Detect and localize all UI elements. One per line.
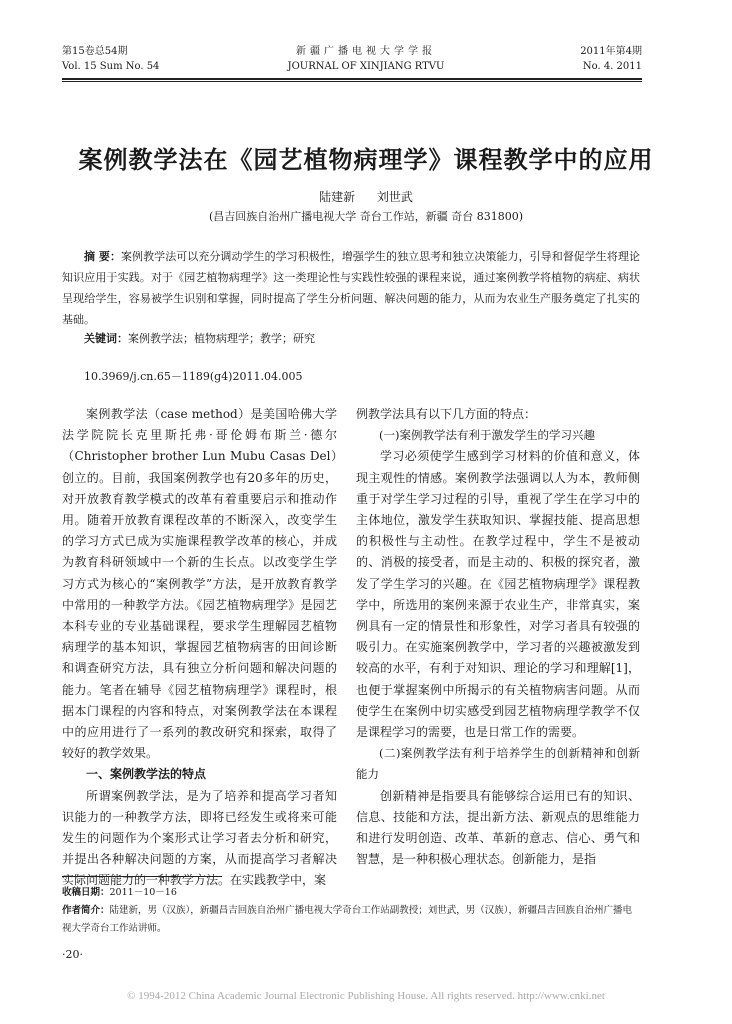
received-label: 收稿日期： [62, 887, 110, 898]
body-paragraph: 学习必须使学生感到学习材料的价值和意义，体现主观性的情感。案例教学法强调以人为本，教师侧重于对学生学习过程的引导，重视了学生在学习中的主体地位，激发学生获取知识、掌握技能、提高思想的积极性与主动性。在教学过程中，学生不是被动的、消极的接受者，而是主动的、积极的探究者，激发了学生学习的兴趣。在《园艺植物病理学》课程教学中，所选用的案例来源于农业生产，非常真实，案例具有一定的情景性和形象性，对学习者具有较强的吸引力。在实施案例教学中，学习者的兴趣被激发到较高的水平，有利于对知识、理论的学习和理解[1]，也便于掌握案例中所揭示的有关植物病害问题。从而使学生在案例中切实感受到园艺植物病理学教学不仅是课程学习的需要，也是日常工作的需要。 [356, 449, 640, 740]
body-paragraph: 创新精神是指要具有能够综合运用已有的知识、信息、技能和方法，提出新方法、新观点的思维能力和进行发明创造、改革、革新的意志、信心、勇气和智慧，是一种积极心理状态。创新能力，是指 [356, 788, 640, 867]
keywords-label: 关键词： [84, 332, 128, 345]
article-title: 案例教学法在《园艺植物病理学》课程教学中的应用 [78, 146, 654, 174]
keywords-text: 案例教学法；植物病理学；教学；研究 [128, 332, 315, 345]
author-bio [62, 902, 640, 938]
doi: 10.3969/j.cn.65－1189(g4)2011.04.005 [84, 370, 303, 383]
journal-issue [580, 44, 642, 74]
volume-cn: 第15卷总54期 [62, 46, 128, 57]
author-bio-text: 陆建新，男（汉族），新疆昌吉回族自治州广播电视大学奇台工作站副教授；刘世武，男（汉族），新疆昌吉回族自治州广播电视大学奇台工作站讲师。 [62, 905, 633, 934]
volume-en: Vol. 15 Sum No. 54 [62, 61, 160, 72]
abstract-text: 案例教学法可以充分调动学生的学习积极性，增强学生的独立思考和独立决策能力，引导和督促学生将理论知识应用于实践。对于《园艺植物病理学》这一类理论性与实践性较强的课程来说，通过案例教学将植物的病症、病状呈现给学生，容易被学生识别和掌握，同时提高了学生分析问题、解决问题的能力，从而为农业生产服务奠定了扎实的基础。 [62, 250, 640, 326]
body-paragraph: 所谓案例教学法，是为了培养和提高学习者知识能力的一种教学方法，即将已经发生或将来可能发生的问题作为个案形式让学习者去分析和研究，并提出各种解决问题的方案，从而提高学习者解决实际问题能力的一种教学方法。在实践教学中，案 [62, 788, 337, 888]
author-affiliation: (昌吉回族自治州广播电视大学 奇台工作站，新疆 奇台 831800) [208, 210, 524, 223]
subsection-heading: (一)案例教学法有利于激发学生的学习兴趣 [379, 428, 595, 443]
page-number: ·20· [62, 948, 83, 961]
copyright-watermark: © 1994-2012 China Academic Journal Electronic Publishing House. All rights reserved. http://www.cnki.net [127, 990, 605, 1002]
header-rule-thin [62, 81, 642, 82]
abstract [62, 246, 640, 330]
issue-en: No. 4. 2011 [582, 61, 642, 72]
footnotes [62, 884, 640, 938]
received-date [62, 884, 640, 902]
issue-cn: 2011年第4期 [580, 46, 642, 57]
intro-paragraph: 案例教学法（case method）是美国哈佛大学法学院院长克里斯托弗·哥伦姆布斯兰·德尔（Christopher brother Lun Mubu Casas Del）创立的。目前，我国案例教学也有20多年的历史，对开放教育教学模式的改革有着重要启示和推动作用。随着开放教育课程改革的不断深入，改变学生的学习方式已成为实施课程教学改革的核心，并成为教育科研领域中一个新的生长点。以改变学生学习方式为核心的“案例教学”方法，是开放教育教学中常用的一种教学方法。《园艺植物病理学》是园艺本科专业的专业基础课程，要求学生理解园艺植物病理学的基本知识，掌握园艺植物病害的田间诊断和调查研究方法，具有独立分析问题和解决问题的能力。笔者在辅导《园艺植物病理学》课程时，根据本门课程的内容和特点，对案例教学法在本课程中的应用进行了一系列的教改研究和探索，取得了较好的教学效果。 [62, 407, 337, 761]
journal-name-en: JOURNAL OF XINJIANG RTVU [287, 61, 445, 72]
author-bio-label: 作者简介： [62, 905, 110, 916]
body-column-right [356, 404, 640, 870]
body-column-left [62, 404, 337, 892]
article-authors: 陆建新 刘世武 [319, 190, 413, 204]
subsection-heading: (二)案例教学法有利于培养学生的创新精神和创新能力 [356, 746, 640, 782]
received-value: 2011－10－16 [109, 887, 177, 898]
abstract-label: 摘 要： [84, 250, 122, 263]
section-heading: 一、案例教学法的特点 [86, 767, 207, 782]
keywords [84, 330, 640, 348]
footnote-rule [62, 876, 222, 877]
header-rule [62, 78, 642, 80]
body-paragraph: 例教学法具有以下几方面的特点： [356, 407, 537, 421]
journal-name-cn: 新疆广播电视大学学报 [296, 46, 436, 57]
